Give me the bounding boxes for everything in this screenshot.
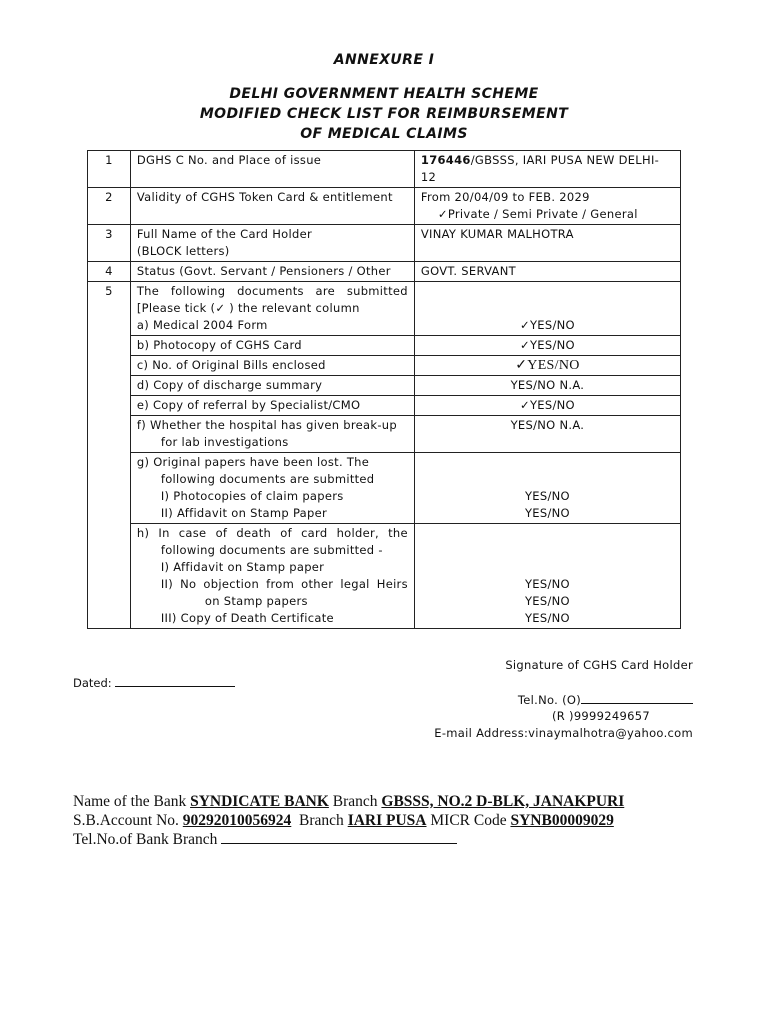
micr-label: MICR Code <box>430 812 507 829</box>
table-row <box>88 282 681 336</box>
row-number: 3 <box>88 225 131 262</box>
row-label-line: (BLOCK letters) <box>136 244 230 258</box>
item-g-document: II) Affidavit on Stamp Paper <box>160 506 328 520</box>
item-h-answer: YES/NO <box>524 594 570 608</box>
row-number: 5 <box>88 282 131 629</box>
validity-value <box>414 188 680 225</box>
item-c-label: c) No. of Original Bills enclosed <box>130 356 414 376</box>
item-h-document: I) Affidavit on Stamp paper <box>160 560 325 574</box>
item-g-label <box>130 453 414 524</box>
item-g-answer: YES/NO <box>524 506 570 520</box>
table-row <box>88 453 681 524</box>
row-label <box>130 282 414 336</box>
table-row <box>88 524 681 629</box>
form-headings <box>0 50 768 144</box>
status-value: GOVT. SERVANT <box>414 262 680 282</box>
card-number-value <box>414 151 680 188</box>
item-d-label: d) Copy of discharge summary <box>130 376 414 396</box>
bank-tel-label: Tel.No.of Bank Branch <box>73 831 218 848</box>
item-a-answer: ✓YES/NO <box>520 318 575 332</box>
office-tel-label: Tel.No. (O) <box>517 693 581 707</box>
table-row <box>88 225 681 262</box>
table-row <box>88 356 681 376</box>
item-h-label-line: h) In case of death of card holder, the <box>136 526 408 540</box>
dated-blank <box>115 674 235 687</box>
item-h-answer: YES/NO <box>524 577 570 591</box>
bank-name-line <box>73 792 624 811</box>
table-row <box>88 262 681 282</box>
validity-dates: From 20/04/09 to FEB. 2029 <box>420 190 590 204</box>
item-g-value <box>414 453 680 524</box>
item-g-document: I) Photocopies of claim papers <box>160 489 344 503</box>
item-b-value: ✓YES/NO <box>414 336 680 356</box>
item-h-document: on Stamp papers <box>204 594 308 608</box>
checklist-title: MODIFIED CHECK LIST FOR REIMBURSEMENT <box>199 106 569 122</box>
table-row <box>88 188 681 225</box>
micr-code: SYNB00009029 <box>510 812 614 829</box>
scheme-title: DELHI GOVERNMENT HEALTH SCHEME <box>229 86 539 102</box>
bank-name-label: Name of the Bank <box>73 793 187 810</box>
item-a-label: a) Medical 2004 Form <box>136 318 268 332</box>
dated-field <box>73 674 235 690</box>
item-c-value: ✓YES/NO <box>414 356 680 376</box>
row-number: 2 <box>88 188 131 225</box>
row-label-line: The following documents are submitted <box>136 284 408 298</box>
account-label: S.B.Account No. <box>73 812 179 829</box>
item-g-answer: YES/NO <box>524 489 570 503</box>
item-d-value: YES/NO N.A. <box>414 376 680 396</box>
item-f-label-line: f) Whether the hospital has given break-up <box>136 418 397 432</box>
item-b-label: b) Photocopy of CGHS Card <box>130 336 414 356</box>
item-h-label <box>130 524 414 629</box>
row-label <box>130 225 414 262</box>
table-row <box>88 416 681 453</box>
signature-label: Signature of CGHS Card Holder <box>505 658 693 672</box>
checklist-table <box>87 150 681 629</box>
dated-label: Dated: <box>73 676 112 690</box>
item-g-label-line: following documents are submitted <box>160 472 375 486</box>
item-h-label-line: following documents are submitted - <box>160 543 383 557</box>
item-e-value: ✓YES/NO <box>414 396 680 416</box>
item-e-label: e) Copy of referral by Specialist/CMO <box>130 396 414 416</box>
card-number: 176446 <box>420 153 471 167</box>
item-h-value <box>414 524 680 629</box>
row-label-line: Full Name of the Card Holder <box>136 227 312 241</box>
branch2-label: Branch <box>299 812 344 829</box>
bank-tel-line <box>73 830 624 849</box>
branch2-name: IARI PUSA <box>347 812 427 829</box>
annexure-title: ANNEXURE I <box>333 52 435 68</box>
office-tel-blank <box>581 691 693 704</box>
row-label: DGHS C No. and Place of issue <box>130 151 414 188</box>
table-row <box>88 396 681 416</box>
bank-details <box>73 792 624 849</box>
row-number: 4 <box>88 262 131 282</box>
item-h-document: III) Copy of Death Certificate <box>160 611 334 625</box>
row-label-line: [Please tick (✓ ) the relevant column <box>136 301 360 315</box>
item-h-answer: YES/NO <box>524 611 570 625</box>
card-holder-name: VINAY KUMAR MALHOTRA <box>414 225 680 262</box>
item-h-document: II) No objection from other legal Heirs <box>160 577 408 591</box>
entitlement-options: ✓Private / Semi Private / General <box>437 207 638 221</box>
residence-tel: (R )9999249657 <box>552 709 650 723</box>
item-f-label-line: for lab investigations <box>160 435 289 449</box>
bank-tel-blank <box>221 831 457 844</box>
item-f-label <box>130 416 414 453</box>
row-label: Validity of CGHS Token Card & entitlement <box>130 188 414 225</box>
item-f-value: YES/NO N.A. <box>414 416 680 453</box>
table-row <box>88 151 681 188</box>
row-number: 1 <box>88 151 131 188</box>
branch-label: Branch <box>332 793 378 810</box>
account-line <box>73 811 624 830</box>
checklist-subtitle: OF MEDICAL CLAIMS <box>300 126 468 142</box>
bank-name: SYNDICATE BANK <box>190 793 329 810</box>
office-tel <box>518 691 693 707</box>
account-number: 90292010056924 <box>182 812 292 829</box>
email-address: E-mail Address:vinaymalhotra@yahoo.com <box>434 726 693 740</box>
row-label: Status (Govt. Servant / Pensioners / Other <box>130 262 414 282</box>
table-row <box>88 336 681 356</box>
branch-name: GBSSS, NO.2 D-BLK, JANAKPURI <box>381 793 625 810</box>
place-of-issue: /GBSSS, IARI PUSA NEW DELHI- 12 <box>420 153 660 184</box>
item-g-label-line: g) Original papers have been lost. The <box>136 455 370 469</box>
item-a-value <box>414 282 680 336</box>
table-row <box>88 376 681 396</box>
